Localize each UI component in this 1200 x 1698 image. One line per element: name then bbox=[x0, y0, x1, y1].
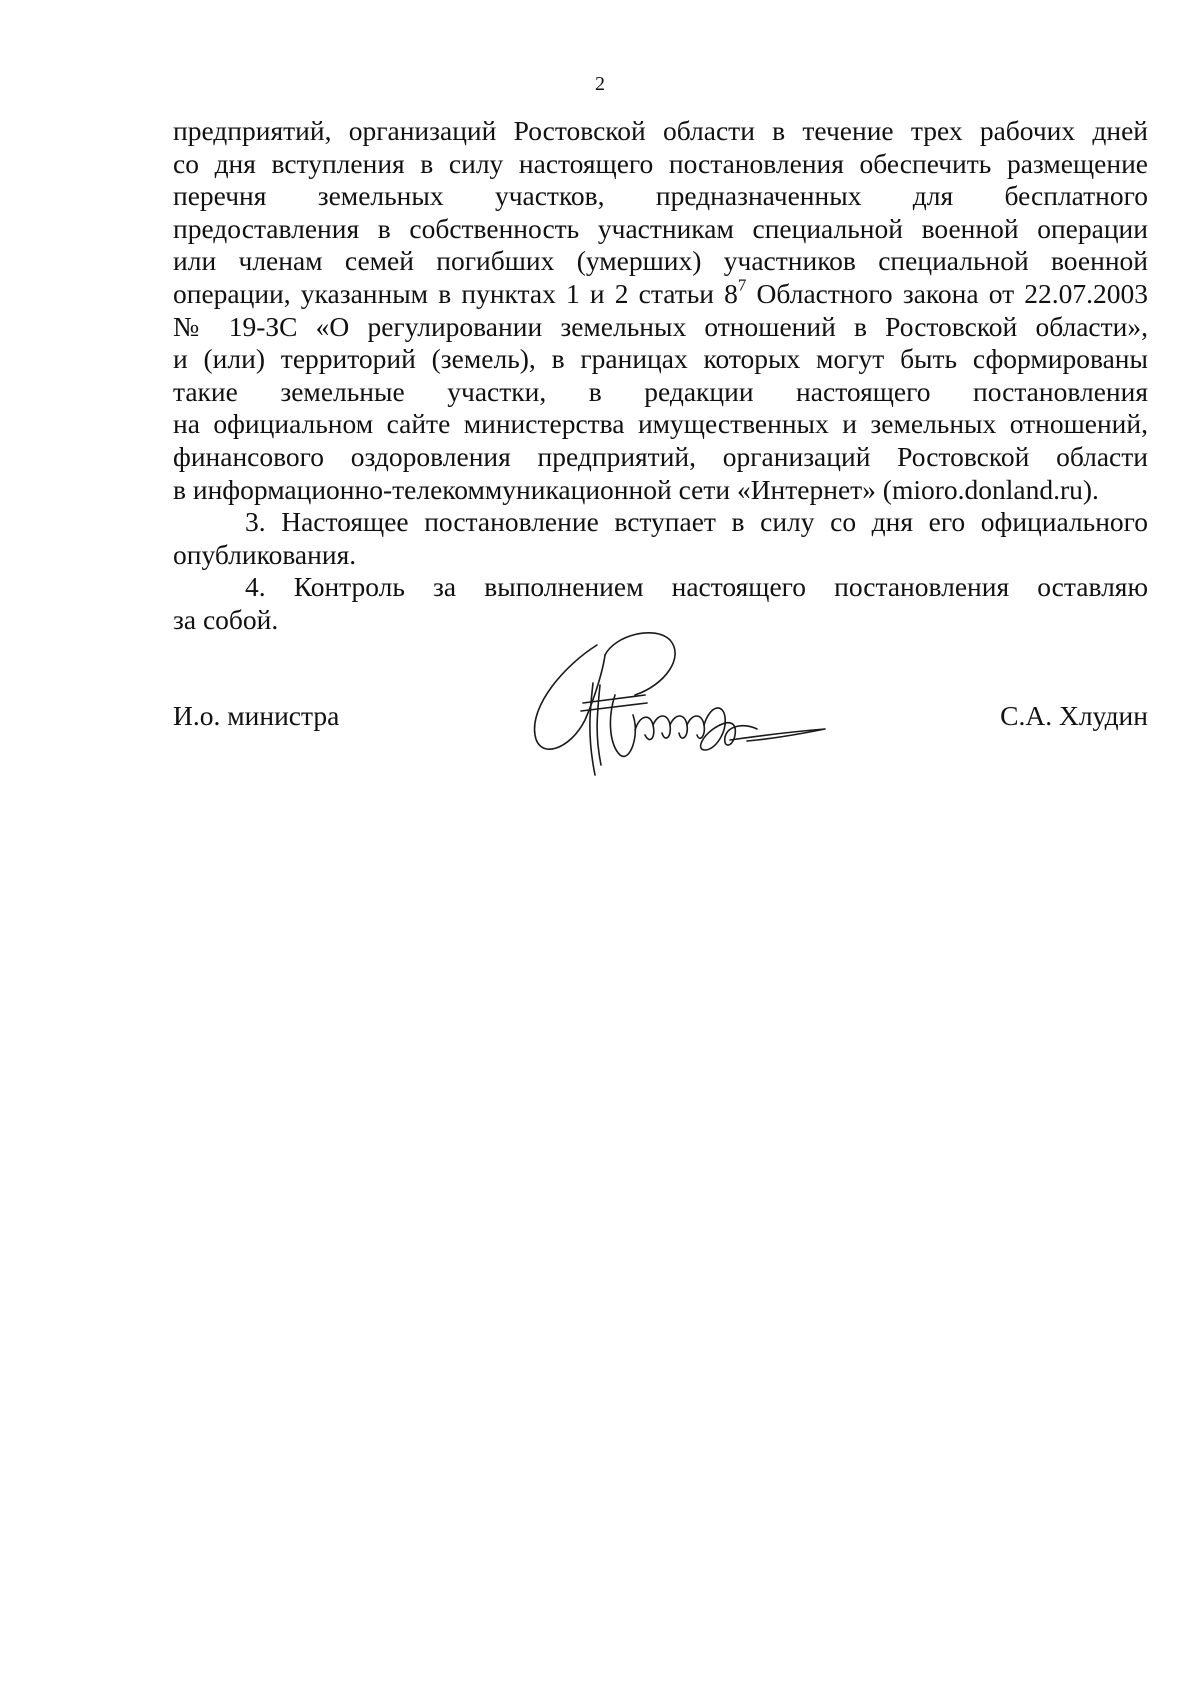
text-line-with-superscript bbox=[173, 275, 1148, 311]
text-line: предоставления в собственность участникам специальной военной операции bbox=[173, 212, 1148, 244]
paragraph-3-line: 3. Настоящее постановление вступает в силу со дня его официального bbox=[245, 506, 1148, 538]
document-body bbox=[173, 115, 1148, 637]
paragraph-3-line: опубликования. bbox=[173, 538, 357, 570]
text-line: такие земельные участки, в редакции настоящего постановления bbox=[173, 375, 1148, 407]
superscript: 7 bbox=[737, 275, 747, 295]
text-line: или членам семей погибших (умерших) участников специальной военной bbox=[173, 245, 1148, 277]
paragraph-4-line: за собой. bbox=[173, 603, 279, 635]
text-line: со дня вступления в силу настоящего постановления обеспечить размещение bbox=[173, 147, 1148, 179]
text-line: в информационно-телекоммуникационной сети «Интернет» (mioro.donland.ru). bbox=[173, 473, 1099, 505]
signatory-position: И.о. министра bbox=[173, 700, 340, 731]
text-line: на официальном сайте министерства имущественных и земельных отношений, bbox=[173, 408, 1148, 440]
text-segment: операции, указанным в пунктах 1 и 2 статьи 8 bbox=[173, 277, 738, 309]
text-line: № 19-ЗС «О регулировании земельных отношений в Ростовской области», bbox=[173, 310, 1148, 342]
paragraph-4-line: 4. Контроль за выполнением настоящего постановления оставляю bbox=[245, 571, 1148, 603]
text-segment: Областного закона от 22.07.2003 bbox=[746, 277, 1148, 309]
text-line: перечня земельных участков, предназначенных для бесплатного bbox=[173, 180, 1148, 212]
signatory-name: С.А. Хлудин bbox=[1000, 700, 1148, 731]
text-line: и (или) территорий (земель), в границах которых могут быть сформированы bbox=[173, 343, 1148, 375]
page-number: 2 bbox=[595, 73, 605, 95]
text-line: предприятий, организаций Ростовской области в течение трех рабочих дней bbox=[173, 115, 1148, 146]
handwritten-signature bbox=[525, 625, 875, 790]
text-line: финансового оздоровления предприятий, организаций Ростовской области bbox=[173, 440, 1148, 472]
